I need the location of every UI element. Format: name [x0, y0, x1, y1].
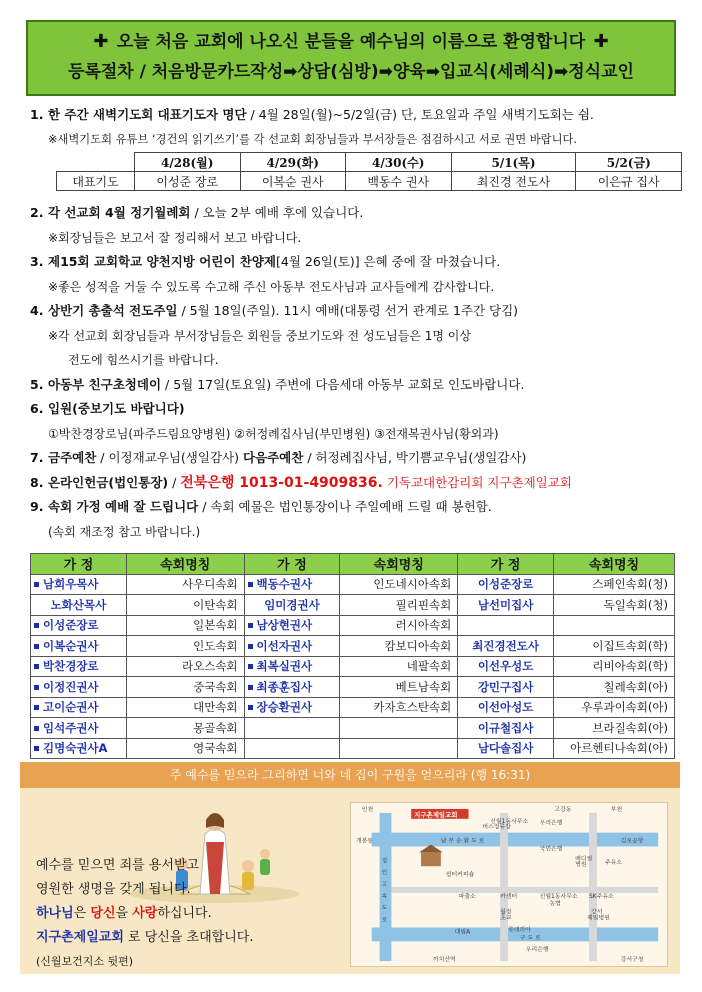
- table-row: [31, 677, 675, 698]
- family-name: 노화산목사: [31, 595, 127, 616]
- cell-group-name: 리비아속회(학): [554, 656, 675, 677]
- item-2-note: ※회장님들은 보고서 잘 정리해서 보고 바랍니다.: [48, 230, 302, 245]
- map-label: 인천: [361, 806, 374, 813]
- cell-group-name: 브라질속회(아): [554, 718, 675, 739]
- item-8: 8. 온라인헌금(법인통장) / 전북은행 1013-01-4909836. 기독교대한감리회 지구촌제일교회: [30, 474, 572, 491]
- col-header: 속회명칭: [340, 554, 458, 575]
- bullet-icon: [34, 705, 39, 710]
- cell-group-name: 대만속회: [126, 697, 244, 718]
- family-name: 남다솔집사: [458, 738, 554, 759]
- map-label: 제일병원: [587, 915, 610, 922]
- map-label: 농협: [549, 900, 561, 907]
- table-row: [31, 574, 675, 595]
- map-label: 주유소: [604, 860, 622, 867]
- cell-group-name: [554, 615, 675, 636]
- family-name: 백동수권사: [244, 574, 340, 595]
- map-label: 신월1동사무소: [539, 893, 578, 900]
- family-name: 임석주권사: [31, 718, 127, 739]
- cell-group-name: 캄보디아속회: [340, 636, 458, 657]
- col-header: 가 정: [458, 554, 554, 575]
- bullet-icon: [248, 623, 253, 628]
- map-label: 월정: [500, 909, 512, 916]
- cell-group-name: 러시아속회: [340, 615, 458, 636]
- cell-group-name: 독일속회(청): [554, 595, 675, 616]
- map-church-label: 지구촌제일교회: [414, 810, 458, 819]
- item-2: 2. 각 선교회 4월 정기월례회 / 오늘 2부 예배 후에 있습니다.: [30, 205, 364, 220]
- map-label: SK주유소: [589, 893, 614, 900]
- prayer-name-row: [57, 172, 682, 191]
- prayer-date: 4/28(월): [135, 153, 241, 172]
- family-name: [244, 738, 340, 759]
- item-6-note: ①박찬경장로님(파주드림요양병원) ②허정례집사님(부민병원) ③전재복권사님(황외과): [48, 426, 499, 441]
- map-label: 도: [381, 905, 388, 912]
- family-name: 박찬경장로: [31, 656, 127, 677]
- map-label: 초교: [500, 915, 512, 922]
- map-label: 강서: [590, 909, 603, 916]
- prayer-date: 5/1(목): [451, 153, 576, 172]
- map-label: 로: [381, 917, 388, 924]
- bullet-icon: [34, 685, 39, 690]
- cell-group-name: 영국속회: [126, 738, 244, 759]
- map-label: 까치산역: [432, 957, 456, 964]
- cell-group-name: 칠레속회(아): [554, 677, 675, 698]
- col-header: 속회명칭: [126, 554, 244, 575]
- map-label: 강서구청: [620, 957, 644, 964]
- item-7: 7. 금주예찬 / 이정재교우님(생일감사) 다음주예찬 / 허정례집사님, 박기쁨교우님(생일감사): [30, 450, 527, 465]
- bible-verse: 주 예수를 믿으라 그리하면 너와 네 집이 구원을 얻으리라 (행 16:31): [20, 762, 680, 788]
- cell-group-name: 우루과이속회(아): [554, 697, 675, 718]
- family-name: 장승환권사: [244, 697, 340, 718]
- map-label: 메디컬: [575, 856, 593, 863]
- map-label: 병원: [575, 862, 587, 869]
- prayer-date-row: [57, 153, 682, 172]
- cell-group-name: 베트남속회: [340, 677, 458, 698]
- family-name: 남희우목사: [31, 574, 127, 595]
- table-row: [31, 738, 675, 759]
- map-label: 국민은행: [539, 846, 563, 853]
- invitation-section: [20, 762, 680, 974]
- cell-group-name: 인도속회: [126, 636, 244, 657]
- map-label: 고: [381, 881, 388, 888]
- cell-group-name: 중국속회: [126, 677, 244, 698]
- prayer-person: 이복순 권사: [240, 172, 346, 191]
- bullet-icon: [34, 644, 39, 649]
- table-row: [31, 718, 675, 739]
- family-name: 강민구집사: [458, 677, 554, 698]
- family-name: 남상현권사: [244, 615, 340, 636]
- table-row: [31, 595, 675, 616]
- map-label: 경: [381, 858, 388, 865]
- welcome-banner: [26, 20, 676, 96]
- table-row: [31, 656, 675, 677]
- family-name: 남선미집사: [458, 595, 554, 616]
- prayer-schedule-table: [56, 152, 682, 191]
- bullet-icon: [248, 644, 253, 649]
- cell-group-name: 스페인속회(청): [554, 574, 675, 595]
- family-name: [244, 718, 340, 739]
- map-label: 부천: [610, 806, 623, 813]
- family-name: 이선아성도: [458, 697, 554, 718]
- family-name: 이성준장로: [31, 615, 127, 636]
- item-4-note: ※각 선교회 회장님들과 부서장님들은 회원들 중보기도와 전 성도님들은 1명 이상: [48, 328, 471, 343]
- item-3-note: ※좋은 성적을 거둘 수 있도록 수고해 주신 아동부 전도사님과 교사들에게 감사합니다.: [48, 279, 495, 294]
- col-header: 속회명칭: [554, 554, 675, 575]
- map-label: 구 도 로: [519, 935, 541, 942]
- table-row: [31, 697, 675, 718]
- map-label: 카센터: [500, 893, 518, 900]
- family-name: [458, 615, 554, 636]
- bullet-icon: [34, 623, 39, 628]
- invitation-text: 예수를 믿으면 죄를 용서받고 영원한 생명을 갖게 됩니다. 하나님은 당신을 사랑하십니다. 지구촌제일교회 로 당신을 초대합니다. (신월보건지소 뒷편): [36, 858, 254, 968]
- prayer-person: 백동수 권사: [346, 172, 452, 191]
- map-label: 김포공항: [620, 838, 644, 845]
- family-name: 최복실권사: [244, 656, 340, 677]
- cell-group-name: 이집트속회(학): [554, 636, 675, 657]
- bullet-icon: [34, 664, 39, 669]
- church-location-map: [350, 802, 668, 967]
- map-label: 인: [381, 870, 388, 877]
- prayer-person: 최진경 전도사: [451, 172, 576, 191]
- family-name: 이복순권사: [31, 636, 127, 657]
- cell-group-name: 이탄속회: [126, 595, 244, 616]
- table-row: [31, 636, 675, 657]
- bullet-icon: [34, 726, 39, 731]
- cell-group-name: 카자흐스탄속회: [340, 697, 458, 718]
- cell-group-name: [340, 738, 458, 759]
- table-row: [31, 615, 675, 636]
- cross-icon: ✚: [593, 31, 609, 52]
- banner-line-registration: 등록절차 / 처음방문카드작성➡상담(심방)➡양육➡입교식(세례식)➡정식교인: [68, 62, 634, 82]
- cell-group-name: 인도네시아속회: [340, 574, 458, 595]
- family-name: 임미경권사: [244, 595, 340, 616]
- map-label: 우리은행: [539, 820, 563, 827]
- family-name: 이규철집사: [458, 718, 554, 739]
- cell-group-name: 아르헨티나속회(아): [554, 738, 675, 759]
- item-4: 4. 상반기 총출석 전도주일 / 5월 18일(주일). 11시 예배(대통령 선거 관계로 1주간 당김): [30, 303, 519, 318]
- family-name: 김명숙권사A: [31, 738, 127, 759]
- cell-group-name: 몽골속회: [126, 718, 244, 739]
- prayer-label: 대표기도: [57, 172, 135, 191]
- map-svg: [351, 803, 667, 966]
- cell-groups-table: [30, 553, 675, 759]
- family-name: 이선자권사: [244, 636, 340, 657]
- bullet-icon: [248, 582, 253, 587]
- item-3: 3. 제15회 교회학교 양천지방 어린이 찬양제[4월 26일(토)] 은혜 중에 잘 마쳤습니다.: [30, 254, 501, 269]
- map-label: 우리은행: [525, 947, 549, 954]
- cross-icon: ✚: [93, 31, 109, 52]
- col-header: 가 정: [31, 554, 127, 575]
- family-name: 최종훈집사: [244, 677, 340, 698]
- map-label: 남 부 순 환 도 로: [440, 838, 485, 845]
- map-label: 속: [381, 893, 388, 900]
- map-label: 개봉동: [355, 838, 374, 845]
- item-9: 9. 속회 가정 예배 잘 드립니다 / 속회 예물은 법인통장이나 주일예배 드릴 때 봉헌함.: [30, 499, 492, 514]
- item-5: 5. 아동부 친구초청데이 / 5월 17일(토요일) 주변에 다음세대 아동부 교회로 인도바랍니다.: [30, 376, 525, 392]
- item-1-note: ※새벽기도회 유튜브 ‘경건의 읽기쓰기’를 각 선교회 회장님들과 부서장들은 점검하시고 서로 권면 바랍니다.: [48, 132, 577, 146]
- prayer-date: 4/29(화): [240, 153, 346, 172]
- prayer-person: 이은규 집사: [576, 172, 682, 191]
- item-9-note: (속회 재조정 참고 바랍니다.): [48, 524, 201, 539]
- cell-group-name: 라오스속회: [126, 656, 244, 677]
- bullet-icon: [248, 664, 253, 669]
- item-1: 1. 한 주간 새벽기도회 대표기도자 명단 / 4월 28일(월)~5/2일(금) 단, 토요일과 주일 새벽기도회는 쉼.: [30, 107, 594, 122]
- cell-group-name: 필리핀속회: [340, 595, 458, 616]
- map-label: 신월1동사무소: [490, 818, 529, 825]
- prayer-person: 이성준 장로: [135, 172, 241, 191]
- family-name: 이정진권사: [31, 677, 127, 698]
- cell-group-name: 네팔속회: [340, 656, 458, 677]
- cell-header-row: [31, 554, 675, 575]
- cell-group-name: 일본속회: [126, 615, 244, 636]
- family-name: 고이순권사: [31, 697, 127, 718]
- map-label: 고강동: [554, 806, 572, 813]
- empty-cell: [57, 153, 135, 172]
- item-6: 6. 입원(중보기도 바랍니다): [30, 401, 185, 416]
- cell-group-name: [340, 718, 458, 739]
- banner-line-welcome: ✚ 오늘 처음 교회에 나오신 분들을 예수님의 이름으로 환영합니다 ✚: [36, 27, 666, 57]
- bullet-icon: [34, 582, 39, 587]
- col-header: 가 정: [244, 554, 340, 575]
- family-name: 이선우성도: [458, 656, 554, 677]
- map-label: 롯데리아: [508, 927, 531, 934]
- family-name: 최진경전도사: [458, 636, 554, 657]
- prayer-date: 4/30(수): [346, 153, 452, 172]
- bank-account: 전북은행 1013-01-4909836.: [180, 474, 383, 491]
- item-4-note-2: 전도에 힘쓰시기를 바랍니다.: [68, 353, 219, 367]
- prayer-date: 5/2(금): [576, 153, 682, 172]
- cell-group-name: 사우디속회: [126, 574, 244, 595]
- map-label: 버스정류장: [482, 824, 511, 831]
- map-label: 파출소: [458, 893, 476, 900]
- bullet-icon: [248, 705, 253, 710]
- map-label: 쉼터커피숍: [445, 872, 475, 879]
- bullet-icon: [34, 746, 39, 751]
- bullet-icon: [248, 685, 253, 690]
- map-label: 대림A: [454, 929, 471, 936]
- family-name: 이성준장로: [458, 574, 554, 595]
